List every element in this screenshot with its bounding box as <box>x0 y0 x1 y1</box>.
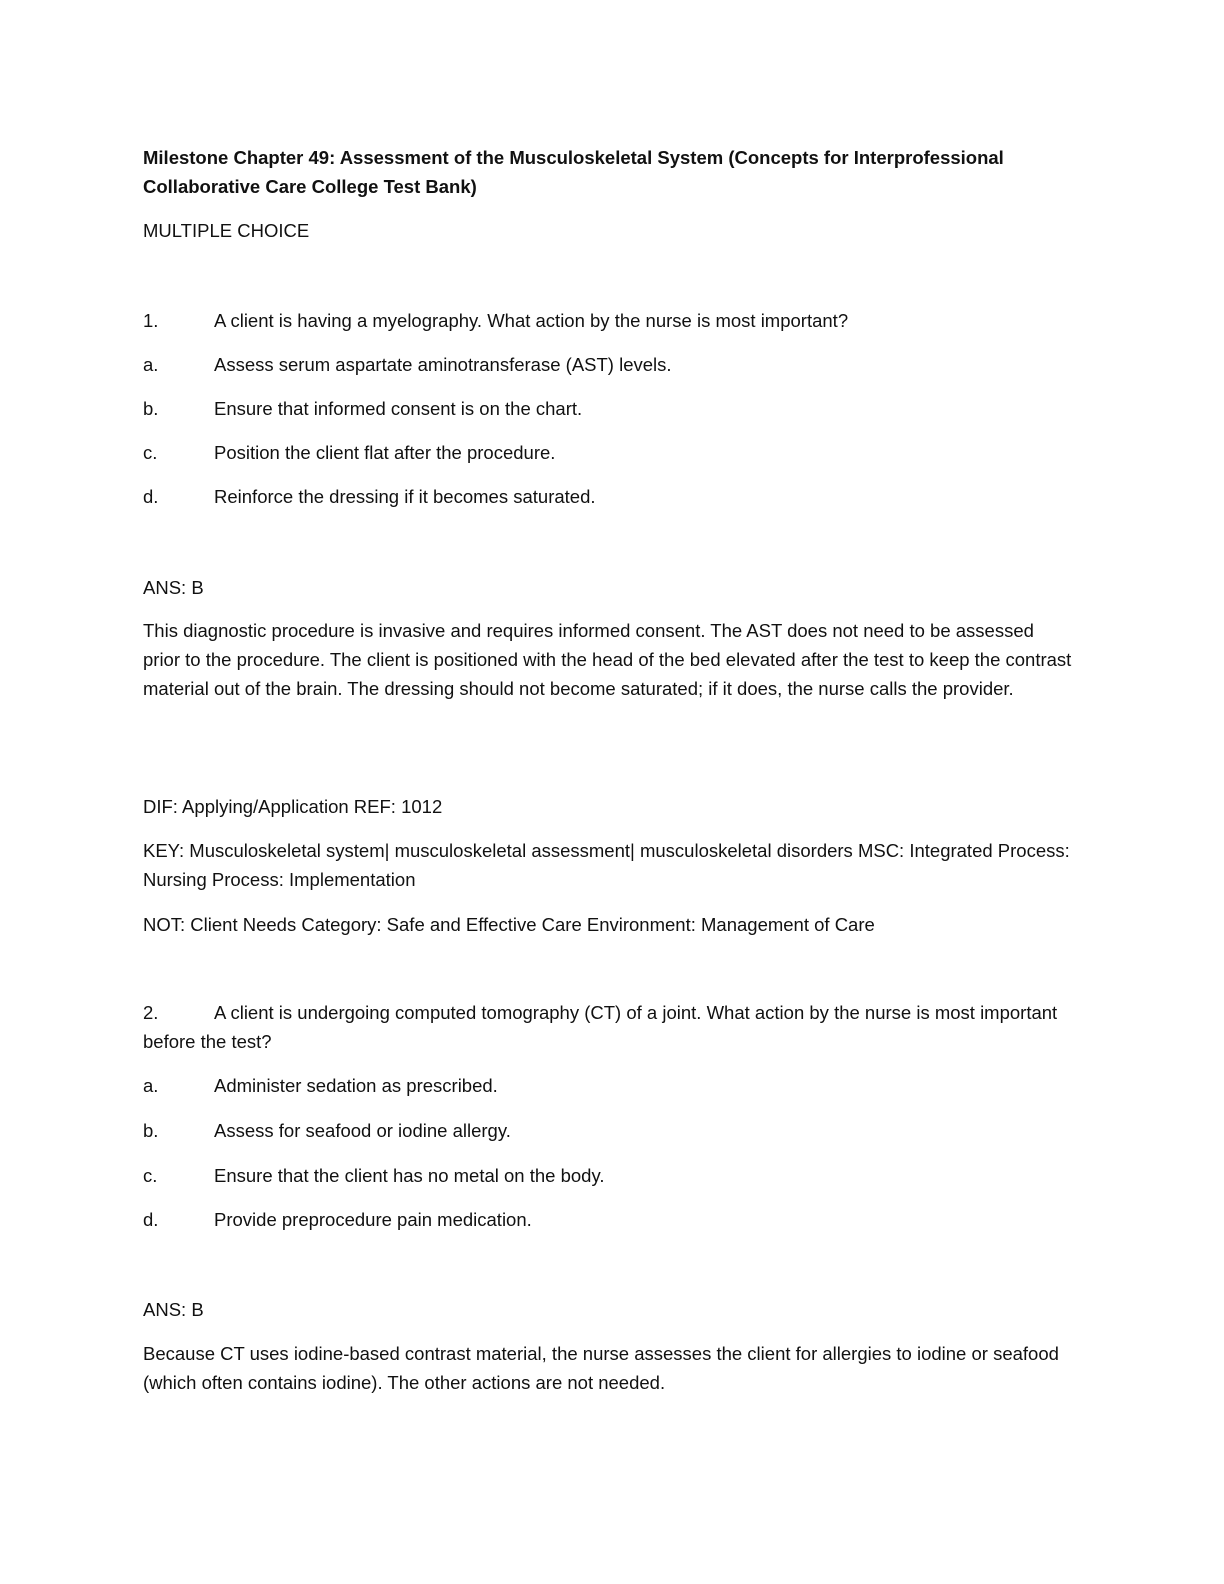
question-2-rationale: Because CT uses iodine-based contrast material, the nurse assesses the client for allergies to iodine or seafood (which often contains iodine). The other actions are not needed. <box>143 1343 1059 1393</box>
section-heading: MULTIPLE CHOICE <box>143 220 310 241</box>
option-text: Reinforce the dressing if it becomes saturated. <box>214 486 596 507</box>
option-label: b. <box>143 398 159 419</box>
option-label: a. <box>143 1075 159 1096</box>
option-text: Assess serum aspartate aminotransferase (AST) levels. <box>214 354 672 375</box>
option-text: Provide preprocedure pain medication. <box>214 1209 532 1230</box>
question-number: 1. <box>143 310 159 331</box>
option-label: d. <box>143 1209 159 1230</box>
question-1-keywords: KEY: Musculoskeletal system| musculoskeletal assessment| musculoskeletal disorders MSC: Integrated Process: Nursing Process: Implementation <box>143 840 1070 890</box>
question-1-difficulty: DIF: Applying/Application REF: 1012 <box>143 796 443 817</box>
option-text: Ensure that informed consent is on the chart. <box>214 398 583 419</box>
question-1-answer: ANS: B <box>143 577 204 598</box>
option-label: c. <box>143 1165 158 1186</box>
question-1-client-needs: NOT: Client Needs Category: Safe and Effective Care Environment: Management of Care <box>143 914 875 935</box>
option-label: b. <box>143 1120 159 1141</box>
question-2-answer: ANS: B <box>143 1299 204 1320</box>
question-2-stem <box>143 998 1073 1056</box>
option-label: a. <box>143 354 159 375</box>
document-title: Milestone Chapter 49: Assessment of the Musculoskeletal System (Concepts for Interprofessional Collaborative Care College Test Bank) <box>143 147 1004 197</box>
option-label: d. <box>143 486 159 507</box>
option-text: Assess for seafood or iodine allergy. <box>214 1120 511 1141</box>
question-1-rationale: This diagnostic procedure is invasive and requires informed consent. The AST does not need to be assessed prior to the procedure. The client is positioned with the head of the bed elevated after the test to keep the contrast material out of the brain. The dressing should not become saturated; if it does, the nurse calls the provider. <box>143 620 1072 699</box>
option-text: Administer sedation as prescribed. <box>214 1075 498 1096</box>
question-text: A client is undergoing computed tomography (CT) of a joint. What action by the nurse is most important before the test? <box>143 1002 1058 1052</box>
option-label: c. <box>143 442 158 463</box>
option-text: Ensure that the client has no metal on the body. <box>214 1165 605 1186</box>
option-text: Position the client flat after the procedure. <box>214 442 556 463</box>
question-number: 2. <box>143 1002 159 1023</box>
question-text: A client is having a myelography. What action by the nurse is most important? <box>214 310 849 331</box>
